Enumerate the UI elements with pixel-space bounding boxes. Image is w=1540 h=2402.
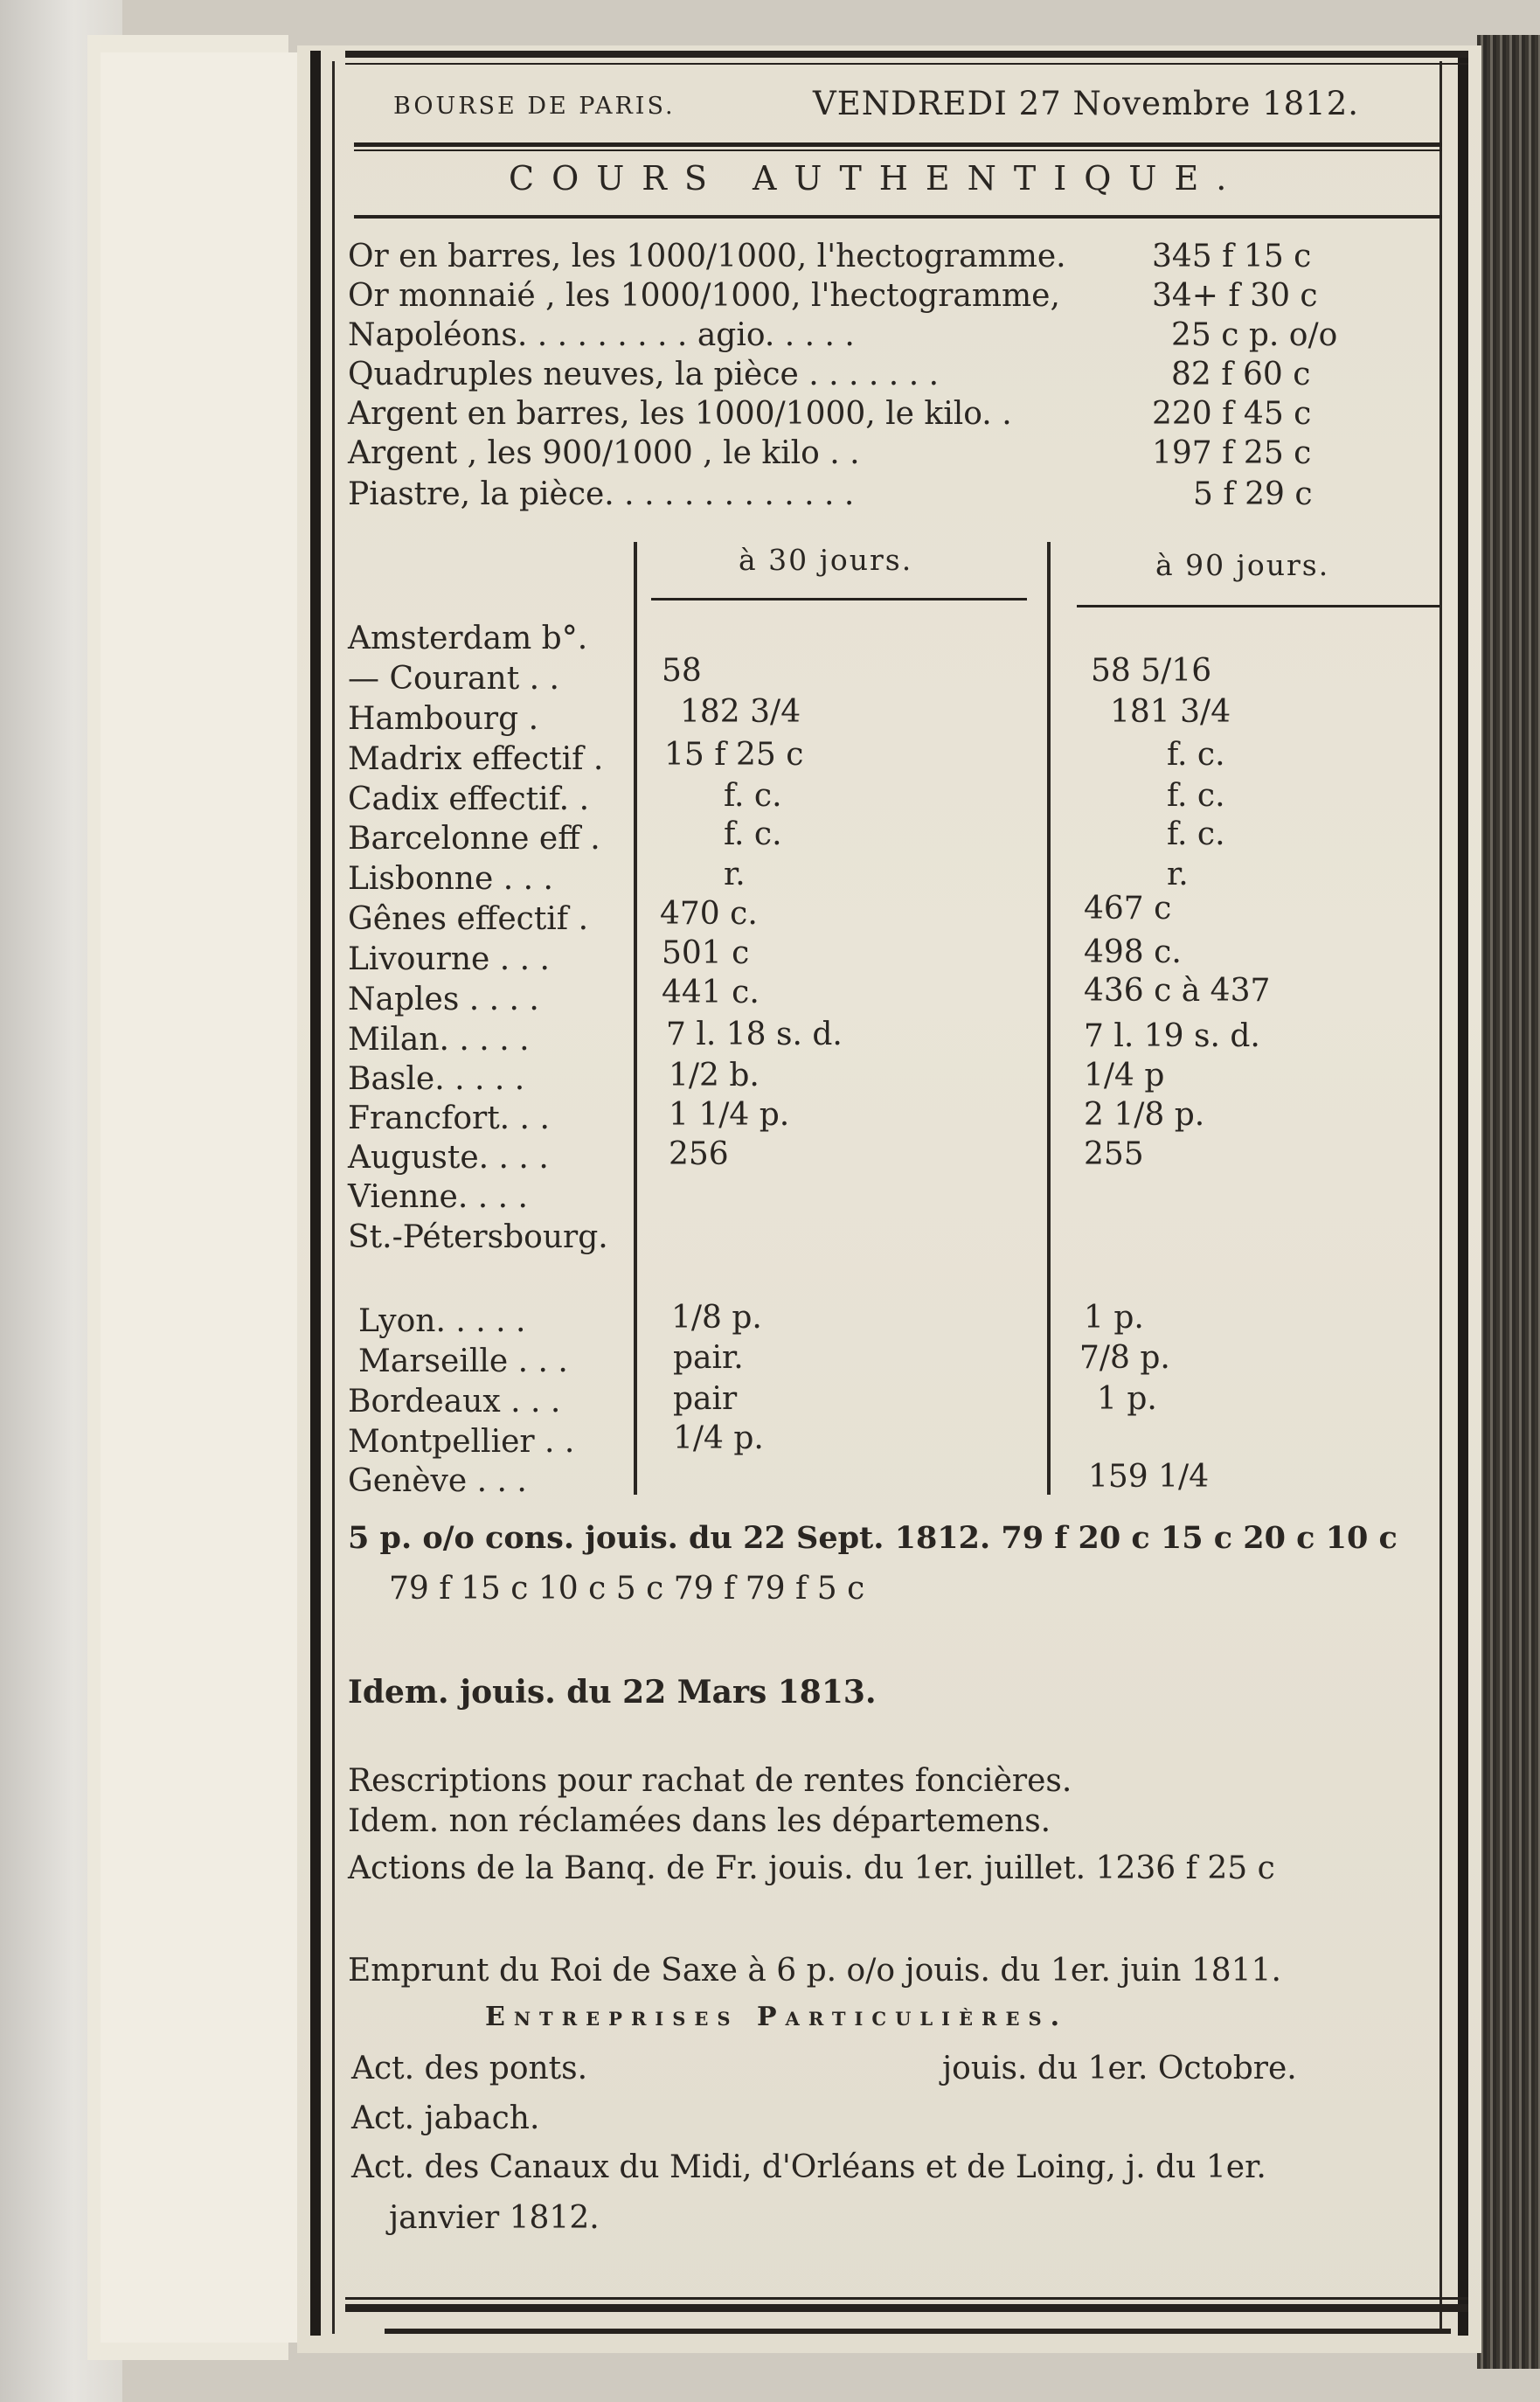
rate-30: 1/8 p. <box>671 1300 762 1336</box>
act-canaux-1: Act. des Canaux du Midi, d'Orléans et de Loing, j. du 1er. <box>351 2149 1266 2185</box>
title-rule <box>354 215 1442 219</box>
header-rule <box>354 142 1442 147</box>
rate-30: 182 3/4 <box>680 694 801 730</box>
bottom-rule-thin <box>345 2297 1468 2300</box>
rate-90: 1/4 p <box>1084 1058 1165 1093</box>
col-header-90: à 90 jours. <box>1155 548 1330 582</box>
metal-label: Piastre, la pièce. . . . . . . . . . . . . <box>348 476 855 512</box>
metal-value: 5 f 29 c <box>1193 476 1313 512</box>
book-fore-edge <box>1477 35 1540 2369</box>
place: Bordeaux . . . <box>348 1384 561 1420</box>
place: Genève . . . <box>348 1463 527 1499</box>
rate-90: f. c. <box>1167 778 1225 814</box>
rate-90: 436 c à 437 <box>1084 973 1271 1009</box>
rate-90: r. <box>1167 857 1189 892</box>
rate-90: 159 1/4 <box>1088 1459 1210 1495</box>
rate-90: 1 p. <box>1084 1300 1144 1336</box>
page-title: COURS AUTHENTIQUE. <box>509 159 1245 198</box>
act-ponts-label: Act. des ponts. <box>351 2051 588 2086</box>
emprunt-saxe: Emprunt du Roi de Saxe à 6 p. o/o jouis. du 1er. juin 1811. <box>348 1953 1281 1989</box>
idem-non-reclamees: Idem. non réclamées dans les départemens. <box>348 1803 1051 1839</box>
rescriptions-line: Rescriptions pour rachat de rentes foncières. <box>348 1763 1072 1799</box>
bottom-rule <box>345 2304 1468 2312</box>
metal-value: 220 f 45 c <box>1152 396 1312 432</box>
act-ponts-value: jouis. du 1er. Octobre. <box>942 2051 1297 2086</box>
place: Gênes effectif . <box>348 901 589 937</box>
header-rule-thin <box>354 149 1442 151</box>
table-divider-right <box>1047 542 1051 1495</box>
bottom-rule-2 <box>385 2329 1451 2334</box>
place: Marseille . . . <box>358 1343 568 1379</box>
place: Lisbonne . . . <box>348 861 553 897</box>
rate-30: 1/2 b. <box>669 1058 760 1093</box>
place: Milan. . . . . <box>348 1022 530 1058</box>
rate-30: 1 1/4 p. <box>669 1097 790 1133</box>
actions-banque: Actions de la Banq. de Fr. jouis. du 1er. juillet. 1236 f 25 c <box>348 1850 1275 1886</box>
place: — Courant . . <box>348 661 559 697</box>
place: Hambourg . <box>348 701 539 737</box>
top-rule-thin <box>345 63 1468 65</box>
place: Barcelonne eff . <box>348 821 600 857</box>
rate-90: 255 <box>1084 1136 1144 1172</box>
rate-30: 501 c <box>662 935 750 971</box>
col-rule-30 <box>651 598 1027 600</box>
place: Auguste. . . . <box>348 1140 549 1176</box>
rate-90: 2 1/8 p. <box>1084 1097 1205 1133</box>
place: Francfort. . . <box>348 1100 550 1136</box>
rate-30: pair <box>673 1381 738 1417</box>
metal-value: 34+ f 30 c <box>1152 278 1318 314</box>
cons-line-2: 79 f 15 c 10 c 5 c 79 f 79 f 5 c <box>389 1571 865 1607</box>
place: Lyon. . . . . <box>358 1303 526 1339</box>
rate-90: 7/8 p. <box>1079 1340 1170 1376</box>
idem-line: Idem. jouis. du 22 Mars 1813. <box>348 1674 877 1711</box>
rate-90: 467 c <box>1084 891 1172 927</box>
place: St.-Pétersbourg. <box>348 1219 608 1255</box>
metal-label: Argent en barres, les 1000/1000, le kilo. . <box>348 396 1012 432</box>
rate-90: f. c. <box>1167 816 1225 852</box>
place: Madrix effectif . <box>348 741 604 777</box>
metal-value: 25 c p. o/o <box>1171 317 1338 353</box>
rate-30: 256 <box>669 1136 729 1172</box>
header-date: VENDREDI 27 Novembre 1812. <box>813 85 1360 122</box>
rate-30: 58 <box>662 653 702 689</box>
col-rule-90 <box>1077 605 1439 607</box>
place: Livourne . . . <box>348 941 550 977</box>
page-gutter <box>101 52 319 2343</box>
place: Naples . . . . <box>348 982 539 1017</box>
entreprises-heading: Entreprises Particulières. <box>485 2002 1069 2032</box>
rate-30: 441 c. <box>662 975 760 1010</box>
place: Basle. . . . . <box>348 1061 525 1097</box>
metal-label: Or monnaié , les 1000/1000, l'hectogramme, <box>348 278 1060 314</box>
rate-30: 15 f 25 c <box>664 737 804 773</box>
rate-90: 1 p. <box>1097 1381 1157 1417</box>
cons-line-1: 5 p. o/o cons. jouis. du 22 Sept. 1812. 79 f 20 c 15 c 20 c 10 c <box>348 1520 1398 1556</box>
rate-90: 58 5/16 <box>1091 653 1212 689</box>
place: Montpellier . . <box>348 1424 575 1460</box>
rate-30: r. <box>724 857 746 892</box>
rate-90: f. c. <box>1167 737 1225 773</box>
rate-30: pair. <box>673 1340 744 1376</box>
table-divider-left <box>634 542 637 1495</box>
metal-value: 82 f 60 c <box>1171 357 1311 392</box>
place: Vienne. . . . <box>348 1179 528 1215</box>
rate-30: 470 c. <box>660 896 758 932</box>
rate-30: 7 l. 18 s. d. <box>666 1017 843 1052</box>
rate-90: 7 l. 19 s. d. <box>1084 1018 1260 1054</box>
rate-30: f. c. <box>724 778 782 814</box>
metal-value: 345 f 15 c <box>1152 239 1312 274</box>
metal-label: Quadruples neuves, la pièce . . . . . . . <box>348 357 940 392</box>
col-header-30: à 30 jours. <box>739 543 913 577</box>
act-jabach: Act. jabach. <box>351 2100 540 2136</box>
top-rule <box>345 51 1468 58</box>
act-canaux-2: janvier 1812. <box>389 2200 600 2236</box>
place: Cadix effectif. . <box>348 781 590 817</box>
header-bourse: BOURSE DE PARIS. <box>393 93 676 120</box>
rate-90: 181 3/4 <box>1110 694 1231 730</box>
metal-label: Or en barres, les 1000/1000, l'hectogramme. <box>348 239 1066 274</box>
metal-label: Argent , les 900/1000 , le kilo . . <box>348 435 860 471</box>
rate-30: 1/4 p. <box>673 1420 764 1456</box>
metal-value: 197 f 25 c <box>1152 435 1312 471</box>
place: Amsterdam b°. <box>348 621 588 656</box>
metal-label: Napoléons. . . . . . . . . agio. . . . . <box>348 317 855 353</box>
rate-90: 498 c. <box>1084 934 1182 970</box>
rate-30: f. c. <box>724 816 782 852</box>
